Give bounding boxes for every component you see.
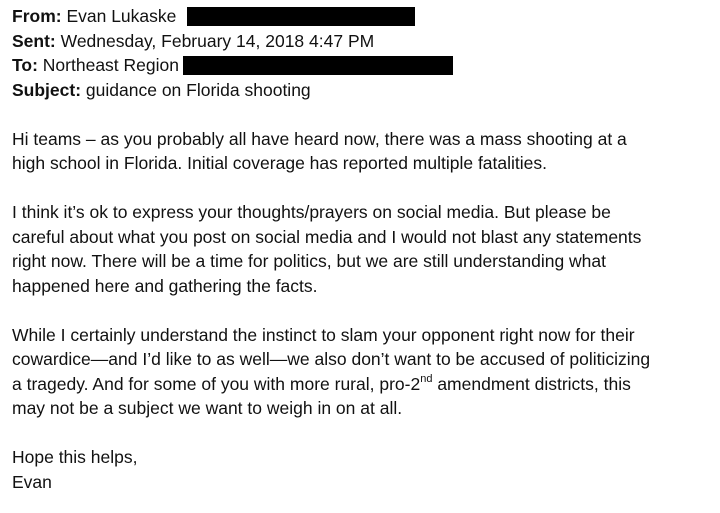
spacer (12, 176, 712, 201)
redaction-bar (183, 56, 453, 75)
to-label: To: (12, 55, 38, 75)
body-line: I think it’s ok to express your thoughts/prayers on social media. But please be (12, 202, 611, 222)
to-row (12, 53, 712, 78)
sent-label: Sent: (12, 30, 56, 51)
from-label: From: (12, 6, 62, 26)
spacer (12, 421, 712, 446)
closing (12, 445, 712, 494)
body-line: may not be a subject we want to weigh in on at all. (12, 398, 403, 418)
body-line: high school in Florida. Initial coverage has reported multiple fatalities. (12, 153, 548, 173)
sent-value: Wednesday, February 14, 2018 4:47 PM (60, 30, 375, 51)
signature: Evan (12, 471, 52, 492)
body-line: While I certainly understand the instinct to slam your opponent right now for their (12, 324, 635, 345)
paragraph-3 (12, 323, 712, 421)
body-line (12, 372, 712, 397)
spacer (12, 298, 712, 323)
body-text: amendment districts, this (432, 373, 631, 394)
subject-label: Subject: (12, 79, 82, 100)
body-line: cowardice—and I’d like to as well—we also don’t want to be accused of politicizing (12, 349, 651, 369)
superscript-text: nd (420, 372, 433, 385)
sent-row (12, 29, 712, 54)
paragraph-1 (12, 127, 712, 176)
spacer (12, 102, 712, 127)
body-line: happened here and gathering the facts. (12, 275, 318, 296)
closing-line: Hope this helps, (12, 447, 138, 467)
to-value: Northeast Region (42, 55, 179, 75)
redaction-bar (187, 7, 415, 26)
email-message (12, 4, 712, 494)
body-line: right now. There will be a time for politics, but we are still understanding what (12, 251, 607, 271)
subject-value: guidance on Florida shooting (85, 79, 311, 100)
body-line: careful about what you post on social media and I would not blast any statements (12, 226, 642, 247)
paragraph-2 (12, 200, 712, 298)
subject-row (12, 78, 712, 103)
body-line: Hi teams – as you probably all have heard now, there was a mass shooting at a (12, 128, 627, 149)
from-value: Evan Lukaske (66, 6, 177, 26)
from-row (12, 4, 712, 29)
body-text: a tragedy. And for some of you with more rural, pro-2 (12, 373, 421, 394)
